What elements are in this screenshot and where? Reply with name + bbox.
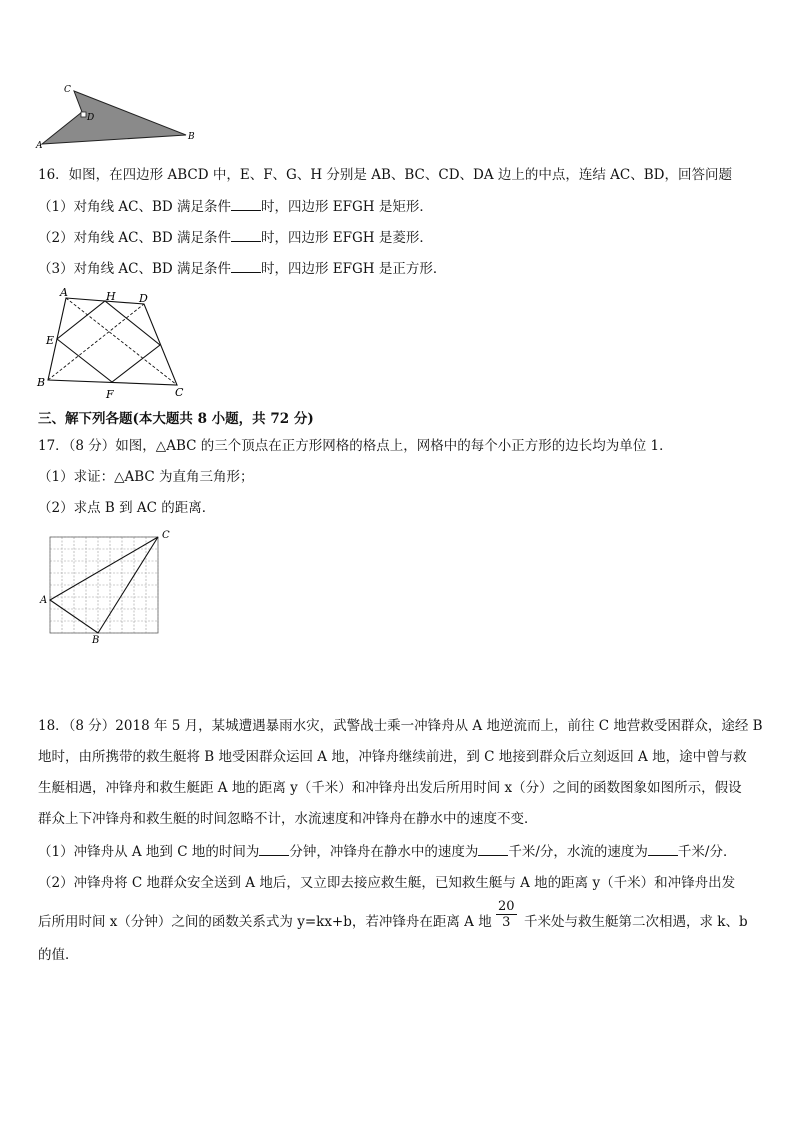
q16-part2-text-a: （2）对角线 AC、BD 满足条件 <box>38 230 231 246</box>
figure-q17-grid <box>36 528 176 646</box>
q18-line2: 地时，由所携带的救生艇将 B 地受困群众运回 A 地，冲锋舟继续前进，到 C 地接到群众后立刻返回 A 地，途中曾与救 <box>38 749 747 765</box>
right-angle-mark <box>81 112 86 117</box>
section-heading: 三、解下列各题(本大题共 8 小题，共 72 分) <box>38 411 314 427</box>
q17-stem: 17．（8 分）如图，△ABC 的三个顶点在正方形网格的格点上，网格中的每个小正方形的边长均为单位 1． <box>38 438 673 454</box>
answer-blank[interactable] <box>231 260 261 273</box>
q18-line3: 生艇相遇，冲锋舟和救生艇距 A 地的距离 y（千米）和冲锋舟出发后所用时间 x（分）之间的函数图象如图所示，假设 <box>38 780 742 796</box>
label-a: A <box>36 141 43 151</box>
q16-part1-text-b: 时，四边形 EFGH 是矩形． <box>261 199 433 215</box>
quadrilateral-efgh <box>57 301 160 382</box>
q18-line1: 18．（8 分）2018 年 5 月，某城遭遇暴雨水灾，武警战士乘一冲锋舟从 A 地逆流而上，前往 C 地营救受困群众，途经 B <box>38 718 763 734</box>
q16-part1-text-a: （1）对角线 AC、BD 满足条件 <box>38 199 231 215</box>
answer-blank[interactable] <box>231 229 261 242</box>
q18-part1-text-a: （1）冲锋舟从 A 地到 C 地的时间为 <box>38 844 260 860</box>
diagonal-ac <box>66 298 177 385</box>
q16-part3 <box>38 260 446 278</box>
figure-q16 <box>34 284 194 402</box>
quadrilateral-abcd <box>48 298 177 385</box>
label-c: C <box>64 85 71 95</box>
q18-part1-text-c: 千米/分，水流的速度为 <box>508 844 648 860</box>
label-f: F <box>106 388 114 401</box>
figure-q15 <box>34 82 204 152</box>
q16-part3-text-b: 时，四边形 EFGH 是正方形． <box>261 261 447 277</box>
fraction-numerator: 20 <box>498 899 515 914</box>
fraction-denominator: 3 <box>502 915 511 930</box>
label-e: E <box>46 334 55 347</box>
label-a: A <box>40 595 48 606</box>
label-b: B <box>188 132 195 142</box>
q18-part1-text-d: 千米/分． <box>677 844 737 860</box>
answer-blank[interactable] <box>478 843 508 856</box>
answer-blank[interactable] <box>648 843 678 856</box>
label-d: D <box>139 292 148 305</box>
q18-part2-line2a: 后所用时间 x（分钟）之间的函数关系式为 y=kx+b，若冲锋舟在距离 A 地 <box>38 914 492 930</box>
q16-part2 <box>38 229 433 247</box>
label-c: C <box>162 530 170 541</box>
figure-q15-shape <box>42 91 186 144</box>
q18-part1 <box>38 843 736 861</box>
label-b: B <box>37 376 46 389</box>
q18-part2-line2b: 千米处与救生艇第二次相遇，求 k、b <box>524 914 748 930</box>
label-c: C <box>175 386 184 399</box>
q17-part1: （1）求证：△ABC 为直角三角形； <box>38 469 254 485</box>
q16-part1 <box>38 198 433 216</box>
q18-part1-text-b: 分钟，冲锋舟在静水中的速度为 <box>289 844 479 860</box>
answer-blank[interactable] <box>259 843 289 856</box>
label-h: H <box>106 290 116 303</box>
label-d: D <box>87 113 95 123</box>
q18-part2-line1: （2）冲锋舟将 C 地群众安全送到 A 地后，又立即去接应救生艇，已知救生艇与 A 地的距离 y（千米）和冲锋舟出发 <box>38 875 736 891</box>
answer-blank[interactable] <box>231 198 261 211</box>
q16-part3-text-a: （3）对角线 AC、BD 满足条件 <box>38 261 231 277</box>
q16-part2-text-b: 时，四边形 EFGH 是菱形． <box>261 230 433 246</box>
label-a: A <box>60 286 68 299</box>
fraction <box>496 899 517 930</box>
q16-stem: 16．如图，在四边形 ABCD 中，E、F、G、H 分别是 AB、BC、CD、DA 边上的中点，连结 AC、BD，回答问题 <box>38 167 732 183</box>
q17-part2: （2）求点 B 到 AC 的距离． <box>38 500 216 516</box>
q18-part2-line3: 的值． <box>38 947 79 963</box>
q18-line4: 群众上下冲锋舟和救生艇的时间忽略不计，水流速度和冲锋舟在静水中的速度不变． <box>38 811 538 827</box>
label-b: B <box>92 635 100 646</box>
